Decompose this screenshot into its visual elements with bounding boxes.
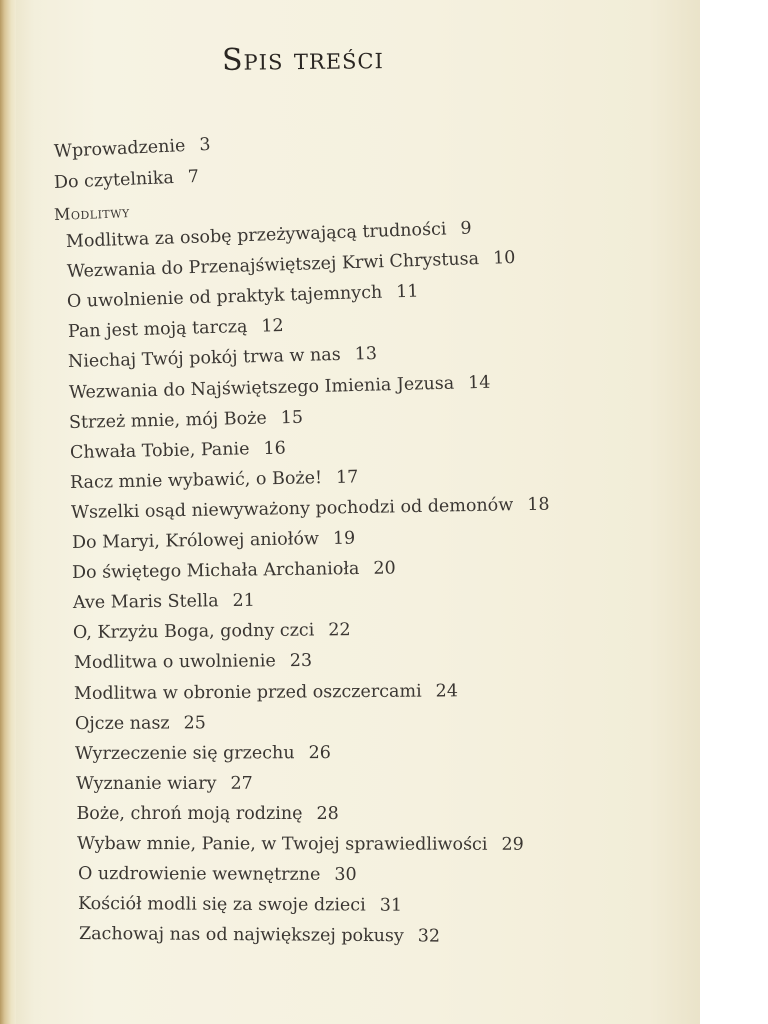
toc-entry-label: Do świętego Michała Archanioła — [71, 559, 360, 584]
toc-entry-page: 17 — [336, 467, 359, 488]
toc-entry-label: Ojcze nasz — [74, 713, 170, 734]
toc-entry-page: 19 — [332, 528, 355, 549]
toc-entry-label: Kościół modli się za swoje dzieci — [78, 894, 366, 916]
toc-entry-label: Ave Maris Stella — [72, 591, 219, 614]
toc-entry-label: Do czytelnika — [53, 167, 175, 193]
toc-entry-page: 18 — [527, 494, 550, 515]
toc-entry — [66, 248, 515, 282]
toc-entry-page: 29 — [501, 834, 524, 855]
toc-entry — [76, 804, 338, 824]
toc-entry — [78, 864, 357, 885]
toc-entry-label: Pan jest moją tarczą — [67, 317, 248, 343]
toc-entry-label: Chwała Tobie, Panie — [69, 438, 250, 463]
toc-entry-page: 23 — [289, 651, 312, 672]
toc-entry — [69, 372, 491, 402]
toc-entry — [75, 713, 206, 734]
toc-entry-label: O, Krzyżu Boga, godny czci — [73, 620, 315, 644]
toc-entry — [77, 834, 524, 855]
toc-entry-page: 20 — [373, 558, 396, 579]
toc-entry — [66, 219, 472, 252]
toc-entry-page: 25 — [183, 712, 206, 734]
section-heading: Modlitwy — [53, 202, 131, 224]
toc-entry-label: Wybaw mnie, Panie, w Twojej sprawiedliwości — [76, 834, 488, 855]
toc-entry — [75, 743, 331, 764]
toc-entry — [72, 591, 254, 613]
toc-entry-label: Wszelki osąd niewyważony pochodzi od demonów — [70, 495, 514, 523]
toc-entry — [67, 282, 419, 312]
toc-entry — [72, 559, 396, 584]
toc-entry-label: Modlitwa w obronie przed oszczercami — [74, 681, 422, 704]
toc-entry — [78, 894, 402, 916]
toc-entry — [54, 167, 200, 193]
toc-entry-label: O uwolnienie od praktyk tajemnych — [66, 282, 383, 313]
toc-entry-page: 14 — [467, 372, 491, 393]
toc-entry-page: 27 — [230, 773, 253, 794]
toc-entry-page: 16 — [263, 438, 286, 459]
toc-entry — [68, 344, 377, 372]
toc-entry-page: 28 — [316, 803, 339, 824]
toc-entry-label: O uzdrowienie wewnętrzne — [77, 864, 321, 885]
toc-entry-label: Wyznanie wiary — [75, 773, 217, 794]
toc-entry-label: Wezwania do Przenajświętszej Krwi Chrystusa — [66, 249, 479, 283]
toc-entry-page: 15 — [280, 407, 304, 428]
toc-entry — [73, 620, 351, 643]
toc-entry — [76, 773, 253, 793]
toc-entry-label: Wyrzeczenie się grzechu — [75, 742, 295, 764]
toc-entry-page: 24 — [435, 680, 459, 701]
toc-entry-label: Modlitwa za osobę przeżywającą trudności — [65, 219, 447, 252]
toc-entry-page: 22 — [328, 620, 351, 641]
toc-entry — [70, 438, 286, 463]
toc-entry-page: 10 — [492, 248, 516, 269]
toc-entry — [71, 529, 354, 553]
toc-entry-label: Wprowadzenie — [53, 136, 186, 162]
toc-entry — [74, 651, 312, 673]
toc-entry — [71, 495, 550, 523]
toc-entry-page: 32 — [417, 926, 440, 947]
toc-entry — [67, 316, 283, 342]
toc-entry-page: 30 — [333, 864, 357, 886]
toc-entry-page: 13 — [354, 344, 378, 365]
toc-entry-label: Zachowaj nas od największej pokusy — [78, 924, 404, 947]
toc-entry-label: Do Maryi, Królowej aniołów — [71, 529, 319, 553]
page-title: Spis treści — [221, 41, 384, 78]
toc-entry-label: Wezwania do Najświętszego Imienia Jezusa — [68, 373, 455, 403]
toc-entry-page: 12 — [260, 316, 284, 337]
toc-entry — [54, 135, 211, 162]
toc-entry-page: 9 — [460, 218, 472, 239]
toc-entry — [70, 467, 359, 493]
toc-entry-page: 3 — [198, 134, 211, 156]
toc-entry-label: Niechaj Twój pokój trwa w nas — [67, 345, 342, 373]
toc-entry — [74, 681, 458, 704]
toc-entry — [79, 924, 440, 947]
toc-entry-label: Strzeż mnie, mój Boże — [69, 408, 268, 433]
toc-entry-label: Modlitwa o uwolnienie — [73, 651, 276, 674]
toc-entry-page: 21 — [232, 590, 255, 612]
toc-entry-page: 31 — [379, 895, 403, 916]
toc-entry — [69, 407, 303, 432]
toc-entry-label: Boże, chroń moją rodzinę — [76, 803, 303, 824]
toc-entry-page: 11 — [396, 281, 419, 303]
background — [700, 0, 768, 1024]
toc-entry-page: 7 — [187, 166, 200, 188]
toc-entry-label: Racz mnie wybawić, o Boże! — [70, 467, 323, 493]
toc-entry-page: 26 — [308, 742, 332, 763]
